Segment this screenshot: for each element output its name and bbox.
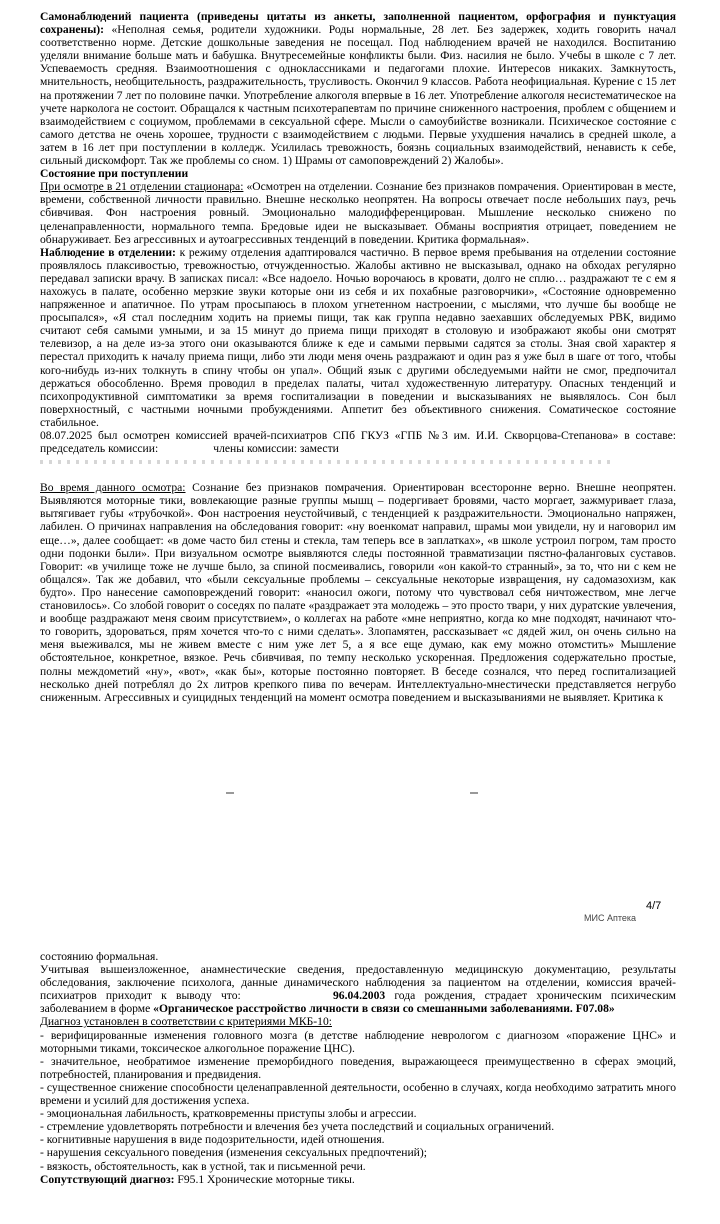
commission-paragraph bbox=[40, 429, 676, 455]
current-exam-paragraph bbox=[40, 481, 676, 704]
criteria-item: - вязкость, обстоятельность, как в устной, так и письменной речи. bbox=[40, 1159, 366, 1173]
criteria-item: - когнитивные нарушения в виде подозрительности, идей отношения. bbox=[40, 1133, 385, 1147]
redacted-area bbox=[40, 457, 676, 479]
criteria-item: - существенное снижение способности целенаправленной деятельности, особенно в случаях, когда необходимо затратить много времени и усилий для достижения успеха. bbox=[40, 1080, 676, 1108]
criteria-item: - верифицированные изменения головного мозга (в детстве наблюдение неврологом с диагнозом «поражение ЦНС» и моторными тиками, токсическое алкогольное поражение ЦНС). bbox=[40, 1028, 676, 1055]
self-observation-title: Самонаблюдений пациента (приведены цитаты из анкеты, заполненной пациентом, орфография и пунктуация сохранены): bbox=[40, 10, 676, 37]
footer-text: МИС Аптека bbox=[584, 913, 637, 923]
birth-date: 96.04.2003 bbox=[333, 989, 386, 1003]
comorbid-paragraph bbox=[40, 1173, 676, 1186]
criteria-item: - стремление удовлетворять потребности и влечения без учета последствий и социальных ограничений. bbox=[40, 1120, 555, 1134]
exam-21-label: При осмотре в 21 отделении стационара: bbox=[40, 180, 244, 194]
ward-observation-text: к режиму отделения адаптировался частично. В первое время пребывания на отделении состояние проявлялось плаксивостью, тревожностью, отчужденностью. Жалобы активно не высказывал, однако на обходах регулярно передавал записки врачу. В записках писал: «Все надоело. Ночью ворочаюсь в кровати, долго не сплю… раздражают те с ем я нахожусь в палате, особенно мерзкие звуки которые они из себя и их похабные разговорчики», «Состояние одновременно напряженное и апатичное. По утрам просыпаюсь в плохом угнетенном настроении, с мыслями, что лучше бы вообще не просыпался», «Я стал последним ходить на приемы пищи, так как группа недавно заехавших обследуемых РВК, видимо считают себя самыми умными, и за 15 минут до приема пищи приходят в столовую и изображают якобы они смотрят телевизор, а на деле из-за этого они оказываются ближе к еде и самыми первыми садятся за столы. Зная свой характер я перестал приходить к началу приема пищи, либо эти люди меня очень раздражают и один раз я уже был в шаге от того, чтобы кого-нибудь из-них толкнуть в спину чтобы он упал». Общий язык с другими обследуемыми найти не смог, предпочитал держаться обособленно. Время проводил в пределах палаты, читал художественную литературу. Опасных тенденций и психопродуктивной симптоматики за время госпитализации в поведении и высказываниях не выявлялось. Сон был поверхностный, с частными ночными пробуждениями. Аппетит без объективного снижения. Соматическое состояние стабильное. bbox=[40, 245, 676, 429]
admission-heading: Состояние при поступлении bbox=[40, 167, 189, 181]
document-page-4 bbox=[40, 10, 676, 704]
comorbid-label: Сопутствующий диагноз: bbox=[40, 1172, 175, 1186]
summary-text-b: года рождения, страдает хроническим психическим заболеванием в форме bbox=[40, 989, 677, 1016]
redacted-name: ██████ bbox=[161, 442, 211, 456]
scan-mark-left bbox=[226, 792, 234, 794]
criteria-item: - нарушения сексуального поведения (изменения сексуальных предпочтений); bbox=[40, 1146, 427, 1160]
commission-members: члены комиссии: замести bbox=[213, 442, 339, 456]
comorbid-text: F95.1 Хронические моторные тикы. bbox=[174, 1172, 355, 1186]
summary-text-a: Учитывая вышеизложенное, анамнестические сведения, предоставленную медицинскую документацию, результаты обследования, заключение психолога, данные динамического наблюдения за пациентом на отделении, комиссия врачей-психиатров приходит к выводу что: bbox=[40, 963, 676, 1003]
criteria-item: - эмоциональная лабильность, кратковременны приступы злобы и агрессии. bbox=[40, 1107, 417, 1121]
diagnosis: «Органическое расстройство личности в связи со смешанными заболеваниями. F07.08» bbox=[153, 1002, 615, 1016]
criteria-heading: Диагноз установлен в соответствии с критериями МКБ-10: bbox=[40, 1015, 332, 1029]
commission-line: 08.07.2025 был осмотрен комиссией врачей-психиатров СПб ГКУЗ «ГПБ №3 им. И.И. Скворцова-Степанова» в составе: председатель комиссии: bbox=[40, 429, 676, 456]
redacted-patient-name: █████████ bbox=[249, 989, 324, 1003]
page-number: 4/7 bbox=[646, 900, 662, 912]
ward-observation-paragraph bbox=[40, 246, 676, 429]
scan-mark-right bbox=[470, 792, 478, 794]
exam-21-paragraph bbox=[40, 180, 676, 245]
self-observation-paragraph bbox=[40, 10, 676, 167]
current-exam-label: Во время данного осмотра: bbox=[40, 481, 186, 495]
ward-observation-label: Наблюдение в отделении: bbox=[40, 245, 176, 259]
document-page-5 bbox=[40, 950, 676, 1186]
continuation-text: состоянию формальная. bbox=[40, 950, 159, 963]
self-observation-text: «Неполная семья, родители художники. Роды нормальные, 28 лет. Без задержек, ходить говорить начал соответственно норме. Детские дошкольные заведения не посещал. Под наблюдением врачей не находился. Воспитанию уделяли внимание больше мать и бабушка. Внутресемейные конфликты были. Физ. насилия не было. Учебы в школе с 7 лет. Успеваемость средняя. Взаимоотношения с одноклассниками и педагогами плохие. Интересов никаких. Замкнутость, мнительность, необщительность, раздражительность, трусливость. Окончил 9 классов. Работа неофициальная. Курение с 15 лет на протяжении 7 лет по половине пачки. Употребление алкоголя впервые в 16 лет. Употребление алкоголя несистематическое на учете нарколога не состоит. Обращался к частным психотерапевтам по причине сниженного настроения, проблем с общением и взаимодействием с социумом, проблемами в сексуальной сфере. Мысли о самоубийстве возникали. Психическое состояние с самого детства не очень хорошее, трудности с взаимодействием с людьми. Первые ухудшения начались в средней школе, а затем в 16 лет при поступлении в колледж. Усилилась тревожность, боязнь социальных взаимодействий, ненависть к себе, сильный дискомфорт. Так же проблемы со сном. 1) Шрамы от самоповреждений 2) Жалобы». bbox=[40, 23, 676, 168]
summary-paragraph bbox=[40, 963, 676, 1015]
criteria-item: - значительное, необратимое изменение преморбидного поведения, выражающееся преимущественно в сферах эмоций, потребностей, планирования и предвидения. bbox=[40, 1054, 676, 1081]
current-exam-text: Сознание без признаков помрачения. Ориентирован всесторонне верно. Внешне неопрятен. Выявляются моторные тики, вовлекающие разные группы мышц – подергивает бровями, часто моргает, зажмуривает глаза, вытягивает губы «трубочкой». Фон настроения неустойчивый, с тенденцией к раздражительности. Эмоционально напряжен, лабилен. О причинах направления на обследования говорит: «ну военкомат направил, шрамы мои увидели, ну и наговорил им еще…», далее сообщает: «в доме часто бил стены и стекла, там теперь все в заплатках», «в школе устроил погром, там просто одни подонки были». При визуальном осмотре выявляются следы постоянной травматизации пястно-фаланговых суставов. Говорит: «в училище тоже не лучше было, за спиной посмеивались, говорили «он какой-то странный», за то, что ни с кем не общался». Так же добавил, что «были сексуальные проблемы – сексуальные некоторые извращения, ну садомазохизм, как будто». Про нанесение самоповреждений говорит: «наносил ожоги, потому что чувствовал себя ничтожеством, мне легче становилось». Со злобой говорит о соседях по палате «раздражает эта молодежь – это просто твари, у них дуратские увлечения, и вообще раздражают меня своим присутствием», о коллегах на работе «мне неприятно, когда ко мне подходят, начинают что-то говорить, здороваться, прям хочется что-то с ними сделать». Злопамятен, рассказывает «с дядей жил, он очень сильно на меня выеживался, мы не живем вместе с ним уже лет 5, а я все еще думаю, как ему можно отомстить» Мышление обстоятельное, конкретное, вязкое. Речь сбивчивая, по темпу несколько ускоренная. Предложения содержательно простые, полны междометий «ну», «вот», «как бы», которые постоянно повторяет. В беседе сознался, что перед госпитализацией несколько дней потреблял до 2х литров крепкого пива по вечерам. Интеллектуально-мнестически представляется негрубо сниженным. Агрессивных и суицидных тенденций на момент осмотра поведением и высказываниями не выявляет. Критика к bbox=[40, 481, 676, 704]
exam-21-text: «Осмотрен на отделении. Сознание без признаков помрачения. Ориентирован в месте, времени, собственной личности правильно. Внешне несколько неопрятен. На вопросы отвечает после небольших пауз, речь сбивчивая. Фон настроения ровный. Эмоционально малодифференцирован. Мышление несколько снижено по целенаправленности, нормального темпа. Бредовые идеи не высказывает. Обманы восприятия отрицает, поведением не обнаруживает. Без агрессивных и аутоагрессивных тенденций в поведении. Критика формальная». bbox=[40, 180, 676, 246]
